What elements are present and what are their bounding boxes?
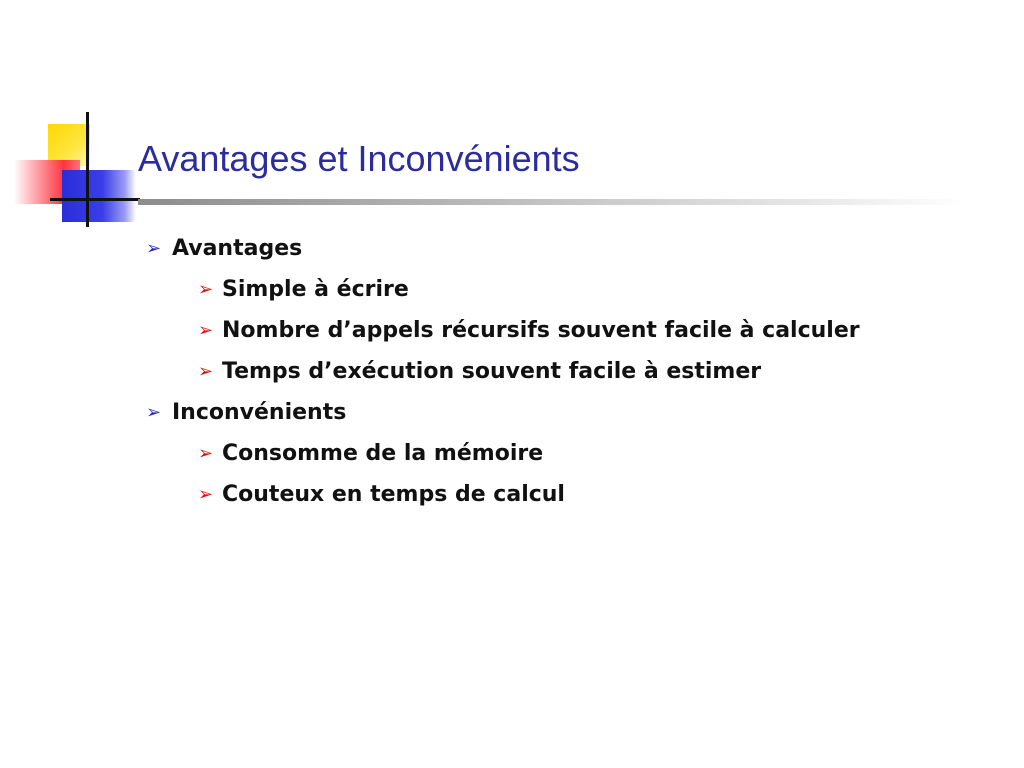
bullet-text: Simple à écrire	[222, 277, 409, 302]
arrow-bullet-icon: ➢	[146, 238, 162, 259]
bullet-text: Couteux en temps de calcul	[222, 482, 565, 507]
bullet-inconvenients	[146, 400, 346, 426]
bullet-avantages	[146, 236, 302, 262]
decorative-squares-logo	[0, 0, 140, 240]
sub-bullet	[198, 482, 565, 508]
arrow-bullet-icon: ➢	[198, 484, 214, 505]
blue-square	[62, 170, 136, 222]
arrow-bullet-icon: ➢	[198, 443, 214, 464]
vertical-line	[86, 112, 89, 227]
bullet-text: Temps d’exécution souvent facile à estimer	[222, 359, 762, 384]
sub-bullet	[198, 277, 409, 303]
arrow-bullet-icon: ➢	[198, 279, 214, 300]
bullet-text: Consomme de la mémoire	[222, 441, 544, 466]
arrow-bullet-icon: ➢	[198, 320, 214, 341]
sub-bullet	[198, 318, 860, 344]
sub-bullet	[198, 359, 761, 385]
bullet-text: Nombre d’appels récursifs souvent facile à calculer	[222, 318, 860, 343]
sub-bullet	[198, 441, 543, 467]
arrow-bullet-icon: ➢	[146, 402, 162, 423]
bullet-text: Inconvénients	[172, 400, 347, 425]
arrow-bullet-icon: ➢	[198, 361, 214, 382]
bullet-text: Avantages	[172, 236, 303, 261]
horizontal-line	[50, 198, 140, 201]
title-underline-rule	[138, 199, 968, 205]
slide-title: Avantages et Inconvénients	[138, 138, 580, 179]
